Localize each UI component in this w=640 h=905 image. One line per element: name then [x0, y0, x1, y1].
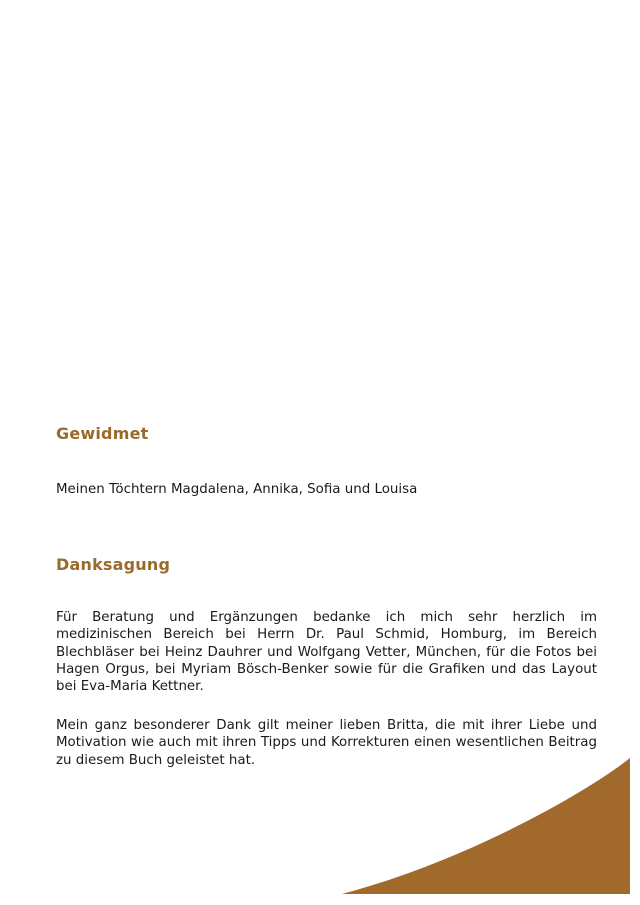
swoosh-shape — [342, 758, 630, 894]
dedication-text: Meinen Töchtern Magdalena, Annika, Sofia und Louisa — [56, 482, 418, 497]
dedication-heading: Gewidmet — [56, 424, 149, 443]
acknowledgements-heading: Danksagung — [56, 555, 171, 574]
acknowledgements-paragraph-2: Mein ganz besonderer Dank gilt meiner lieben Britta, die mit ihrer Liebe und Motivation wie auch mit ihren Tipps und Korrekturen einen wesentlichen Beitrag zu diesem Buch geleistet hat. — [56, 718, 597, 768]
acknowledgements-paragraph-1: Für Beratung und Ergänzungen bedanke ich mich sehr herzlich im medizinischen Bereich bei Herrn Dr. Paul Schmid, Homburg, im Bereich Blechbläser bei Heinz Dauhrer und Wolfgang Vetter, München, für die Fotos bei Hagen Orgus, bei Myriam Bösch-Benker sowie für die Grafiken und das Layout bei Eva-Maria Kettner. — [56, 610, 597, 695]
